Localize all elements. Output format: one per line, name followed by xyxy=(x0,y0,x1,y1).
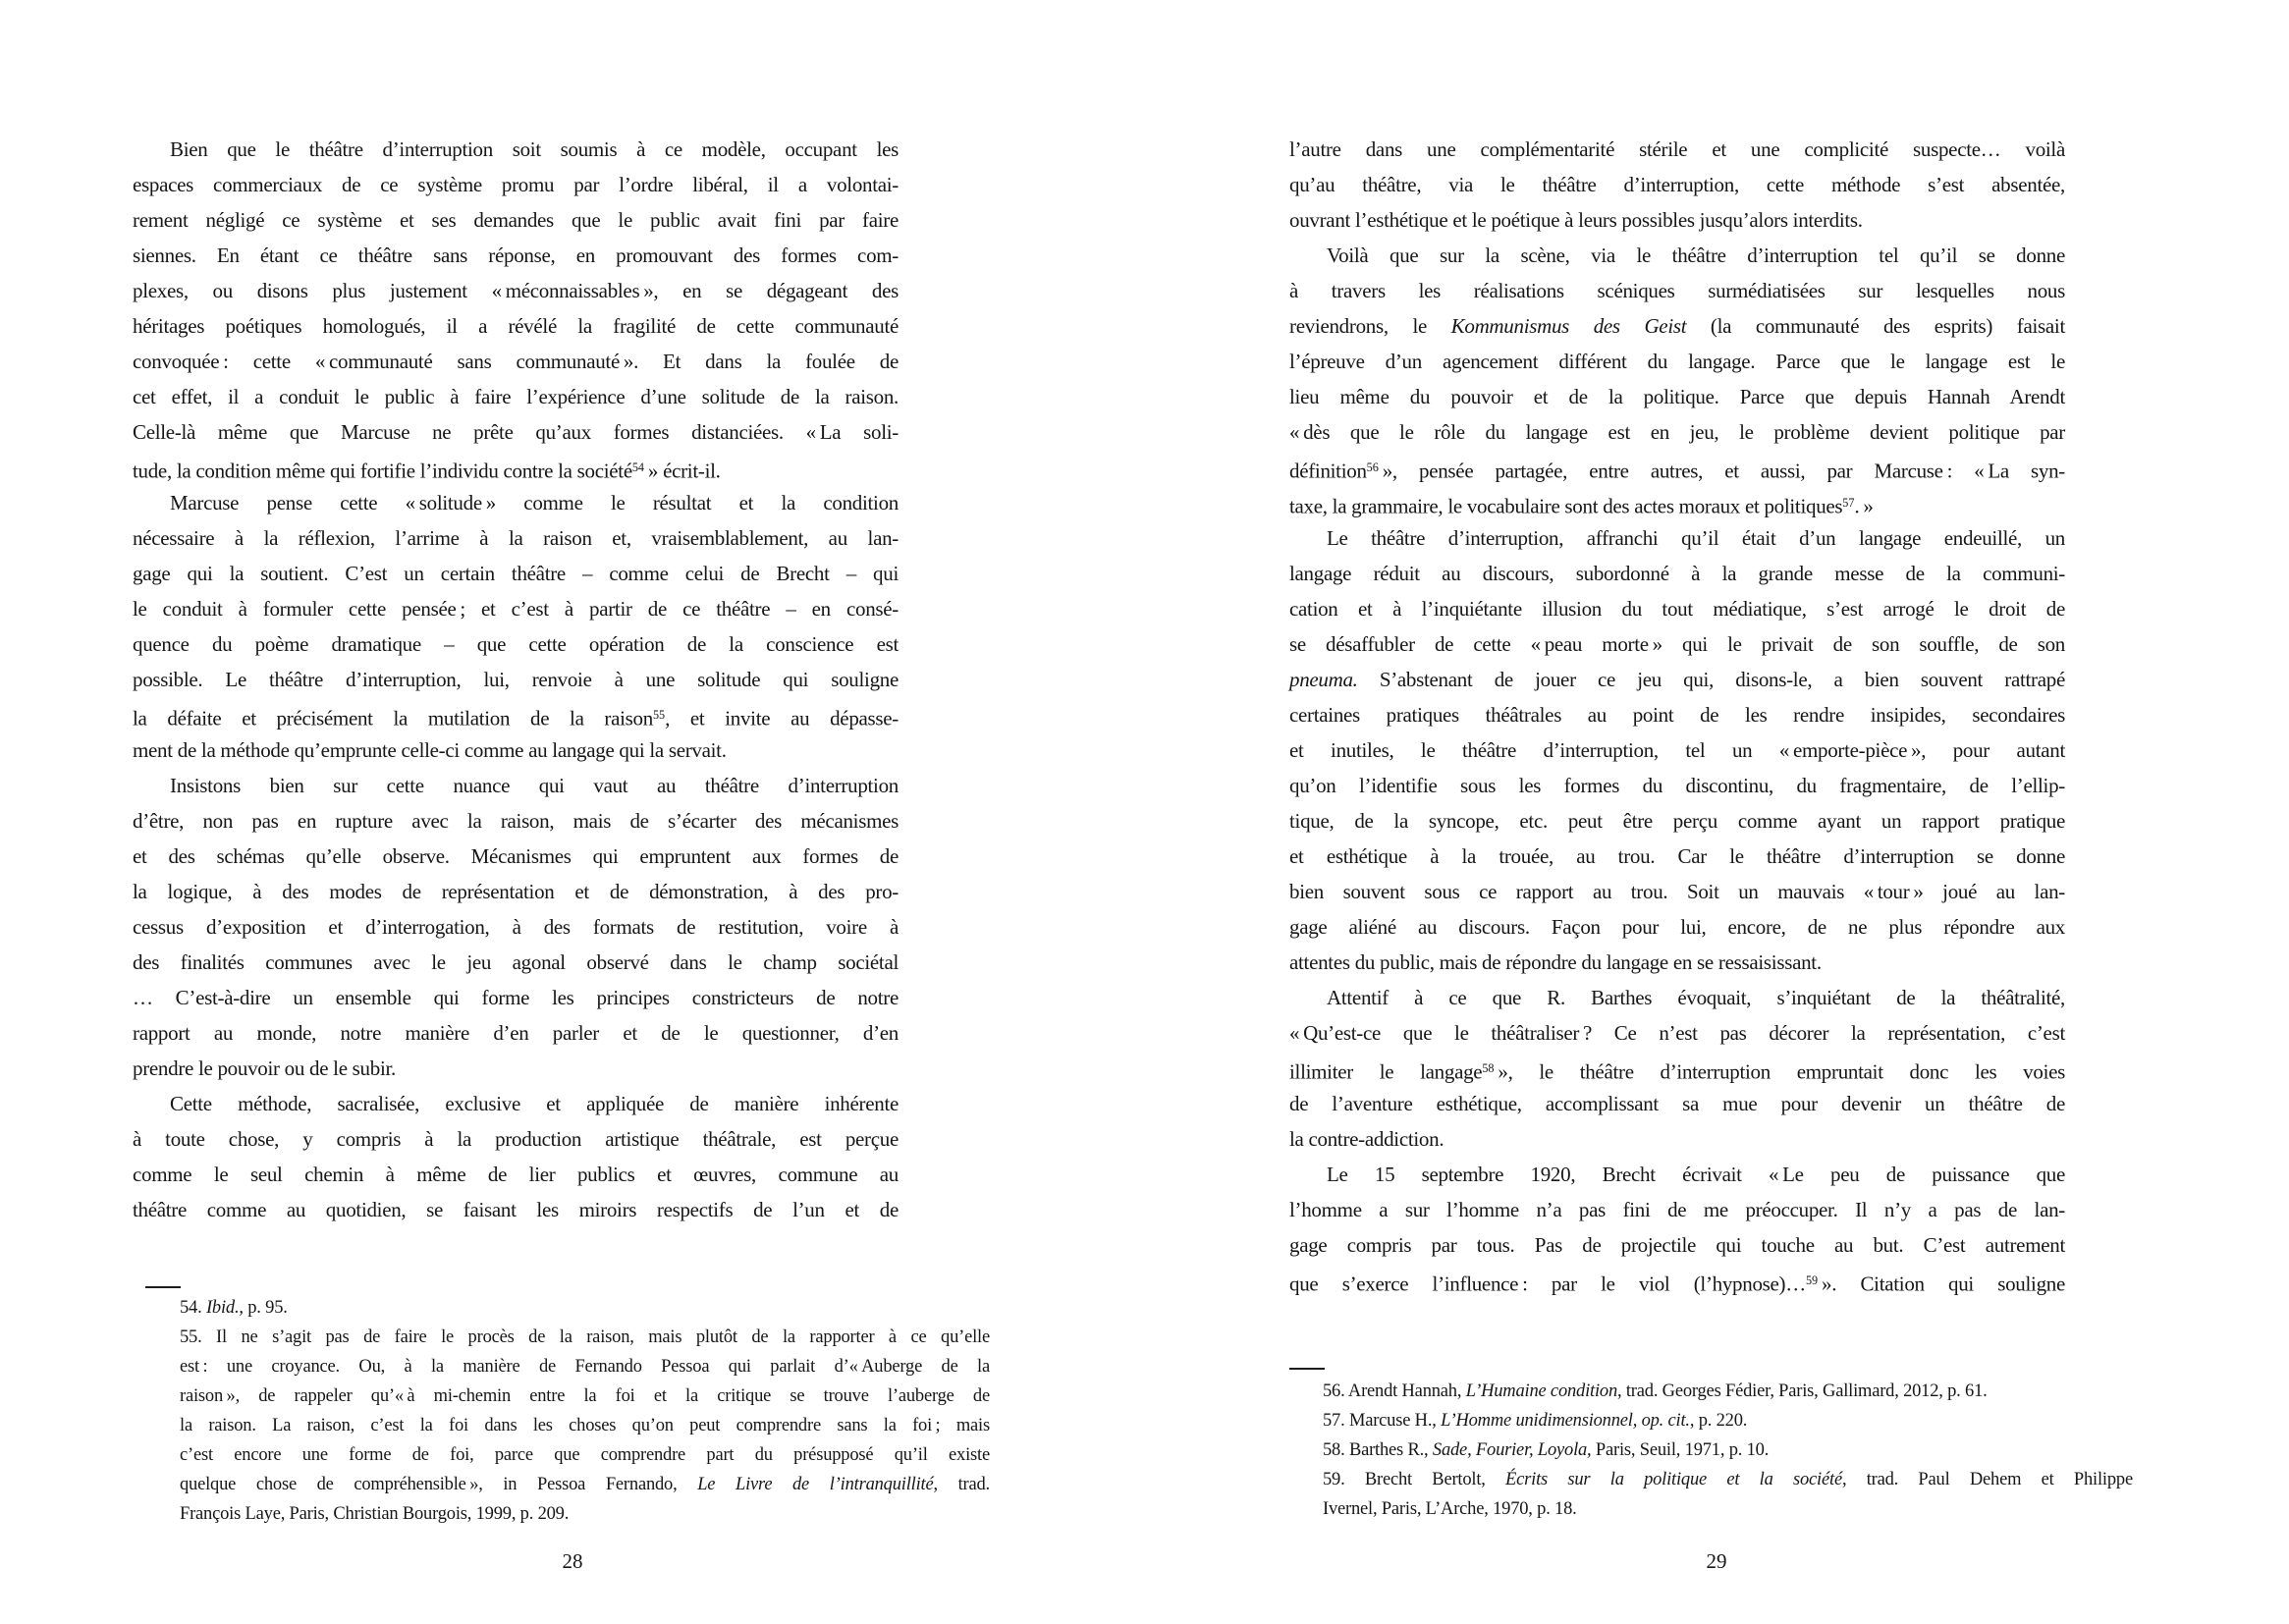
text-run: Marcuse pense cette « solitude » comme le résultat et la condition xyxy=(170,491,899,514)
text-run: de l’aventure esthétique, accomplissant sa mue pour devenir un théâtre de xyxy=(1289,1092,2065,1115)
text-run: bien souvent sous ce rapport au trou. Soit un mauvais « tour » joué au lan- xyxy=(1289,880,2065,903)
text-run: quence du poème dramatique – que cette opération de la conscience est xyxy=(133,632,899,656)
text-line xyxy=(1289,909,2065,945)
text-line xyxy=(133,1157,899,1192)
text-run: Kommunismus des Geist xyxy=(1450,314,1687,338)
text-run: Sade, Fourier, Loyola, xyxy=(1432,1440,1592,1460)
text-run: héritages poétiques homologués, il a révélé la fragilité de cette communauté xyxy=(133,314,899,338)
text-line xyxy=(133,167,899,202)
text-line xyxy=(133,273,899,308)
text-line xyxy=(1289,1121,2065,1157)
text-run: rapport au monde, notre manière d’en parler et de le questionner, d’en xyxy=(133,1021,899,1045)
text-line xyxy=(1289,945,2065,980)
text-run: l’autre dans une complémentarité stérile et une complicité suspecte… voilà xyxy=(1289,137,2065,161)
text-run: pneuma. xyxy=(1289,668,1358,691)
text-run: la défaite et précisément la mutilation de la raison xyxy=(133,706,653,731)
text-run: tique, de la syncope, etc. peut être perçu comme ayant un rapport pratique xyxy=(1289,809,2065,833)
text-run: , p. 220. xyxy=(1689,1411,1748,1431)
text-line xyxy=(1289,485,2065,520)
text-run: théâtre comme au quotidien, se faisant les miroirs respectifs de l’un et de xyxy=(133,1198,899,1221)
text-line xyxy=(1289,379,2065,414)
text-run: cation et à l’inquiétante illusion du tout médiatique, s’est arrogé le droit de xyxy=(1289,597,2065,621)
footnote-line xyxy=(180,1470,990,1499)
text-run: l’épreuve d’un agencement différent du langage. Parce que le langage est le xyxy=(1289,350,2065,373)
text-run: se désaffubler de cette « peau morte » qui le privait de son souffle, de son xyxy=(1289,632,2065,656)
text-run: gage compris par tous. Pas de projectile qui touche au but. C’est autrement xyxy=(1289,1233,2065,1257)
text-line xyxy=(133,662,899,697)
page-body xyxy=(1289,132,2065,1298)
text-line xyxy=(133,980,899,1015)
text-line xyxy=(133,450,899,485)
text-run: espaces commerciaux de ce système promu par l’ordre libéral, il a volontai- xyxy=(133,173,899,196)
text-line xyxy=(1289,1263,2065,1298)
text-run: 55. Il ne s’agit pas de faire le procès de la raison, mais plutôt de la rapporter à ce qu’elle xyxy=(180,1327,990,1347)
page-number: 28 xyxy=(562,1549,583,1573)
text-run: et des schémas qu’elle observe. Mécanismes qui empruntent aux formes de xyxy=(133,844,899,868)
text-line xyxy=(1289,520,2065,556)
text-run: à toute chose, y compris à la production artistique théâtrale, est perçue xyxy=(133,1127,899,1151)
text-run: la raison. La raison, c’est la foi dans les choses qu’on peut comprendre sans la foi ; mais xyxy=(180,1416,990,1435)
footnote-line xyxy=(180,1499,990,1529)
text-run: S’abstenant de jouer ce jeu qui, disons-le, a bien souvent rattrapé xyxy=(1357,668,2065,691)
text-run: comme le seul chemin à même de lier publics et œuvres, commune au xyxy=(133,1163,899,1186)
text-run: que s’exerce l’influence : par le viol (l’hypnose)… xyxy=(1289,1272,1806,1296)
text-line xyxy=(133,626,899,662)
footnote-line xyxy=(180,1411,990,1440)
footnote-line xyxy=(1323,1465,2133,1494)
text-run: l’homme a sur l’homme n’a pas fini de me préoccuper. Il n’y a pas de lan- xyxy=(1289,1198,2065,1221)
text-line xyxy=(1289,167,2065,202)
text-line xyxy=(1289,697,2065,732)
page-right xyxy=(1144,0,2289,1624)
text-run: possible. Le théâtre d’interruption, lui, renvoie à une solitude qui souligne xyxy=(133,668,899,691)
text-line xyxy=(133,591,899,626)
text-line xyxy=(133,202,899,238)
footnote-line xyxy=(1323,1435,2133,1465)
text-line xyxy=(1289,1227,2065,1263)
text-line xyxy=(1289,1192,2065,1227)
text-run: , p. 95. xyxy=(239,1298,288,1318)
text-run: Ibid. xyxy=(205,1298,240,1318)
text-run: lieu même du pouvoir et de la politique. Parce que depuis Hannah Arendt xyxy=(1289,385,2065,408)
text-run: la logique, à des modes de représentation et de démonstration, à des pro- xyxy=(133,880,899,903)
footnote-separator-rule xyxy=(145,1286,181,1288)
text-line xyxy=(1289,874,2065,909)
text-line xyxy=(1289,273,2065,308)
text-run: c’est encore une forme de foi, parce que comprendre part du présupposé qu’il existe xyxy=(180,1445,990,1465)
text-run: 58. Barthes R., xyxy=(1323,1440,1433,1460)
text-line xyxy=(1289,132,2065,167)
text-line xyxy=(133,1192,899,1227)
text-run: Ivernel, Paris, L’Arche, 1970, p. 18. xyxy=(1323,1499,1577,1519)
footnotes xyxy=(1323,1377,2133,1524)
footnote-line xyxy=(180,1323,990,1352)
text-line xyxy=(1289,980,2065,1015)
text-line xyxy=(133,308,899,344)
text-run: nécessaire à la réflexion, l’arrime à la raison et, vraisemblablement, au lan- xyxy=(133,526,899,550)
text-run: le conduit à formuler cette pensée ; et c’est à partir de ce théâtre – en consé- xyxy=(133,597,899,621)
text-run: L’Homme unidimensionnel, op. cit. xyxy=(1441,1411,1690,1431)
text-run: Écrits sur la politique et la société xyxy=(1505,1470,1842,1489)
text-run: langage réduit au discours, subordonné à la grande messe de la communi- xyxy=(1289,562,2065,585)
text-run: qu’au théâtre, via le théâtre d’interruption, cette méthode s’est absentée, xyxy=(1289,173,2065,196)
text-run: , trad. xyxy=(933,1475,990,1494)
text-line xyxy=(1289,1051,2065,1086)
text-run: , trad. Paul Dehem et Philippe xyxy=(1841,1470,2133,1489)
text-run: à travers les réalisations scéniques surmédiatisées sur lesquelles nous xyxy=(1289,279,2065,302)
text-run: Celle-là même que Marcuse ne prête qu’aux formes distanciées. « La soli- xyxy=(133,420,899,444)
text-run: rement négligé ce système et ses demandes que le public avait fini par faire xyxy=(133,208,899,232)
footnote-line xyxy=(180,1440,990,1470)
text-run: des finalités communes avec le jeu agonal observé dans le champ sociétal xyxy=(133,950,899,974)
text-run: Attentif à ce que R. Barthes évoquait, s’inquiétant de la théâtralité, xyxy=(1327,986,2065,1009)
text-run: ment de la méthode qu’emprunte celle-ci comme au langage qui la servait. xyxy=(133,738,727,762)
text-line xyxy=(133,1015,899,1051)
footnote-reference: 59 xyxy=(1805,1273,1819,1287)
text-line xyxy=(133,1086,899,1121)
text-line xyxy=(1289,662,2065,697)
page-body xyxy=(133,132,899,1227)
text-run: plexes, ou disons plus justement « méconnaissables », en se dégageant des xyxy=(133,279,899,302)
text-run: Paris, Seuil, 1971, p. 10. xyxy=(1591,1440,1770,1460)
text-line xyxy=(1289,202,2065,238)
text-line xyxy=(133,839,899,874)
text-line xyxy=(133,238,899,273)
text-run: et esthétique à la trouée, au trou. Car le théâtre d’interruption se donne xyxy=(1289,844,2065,868)
text-line xyxy=(133,803,899,839)
text-line xyxy=(1289,1015,2065,1051)
text-run: attentes du public, mais de répondre du langage en se ressaisissant. xyxy=(1289,950,1822,974)
footnote-reference: 56 xyxy=(1366,460,1379,474)
page-number: 29 xyxy=(1706,1549,1727,1573)
text-run: Le Livre de l’intranquillité xyxy=(697,1475,934,1494)
text-line xyxy=(1289,450,2065,485)
text-line xyxy=(1289,732,2065,768)
text-run: illimiter le langage xyxy=(1289,1059,1483,1084)
text-run: tude, la condition même qui fortifie l’individu contre la société xyxy=(133,459,632,483)
text-line xyxy=(133,1051,899,1086)
text-line xyxy=(1289,238,2065,273)
footnote-reference: 58 xyxy=(1482,1061,1495,1075)
text-run: « dès que le rôle du langage est en jeu, le problème devient politique par xyxy=(1289,420,2065,444)
text-line xyxy=(133,697,899,732)
text-run: », pensée partagée, entre autres, et aussi, par Marcuse : « La syn- xyxy=(1378,459,2065,483)
text-run: . » xyxy=(1854,494,1874,518)
text-run: L’Humaine condition xyxy=(1465,1381,1618,1401)
footnote-reference: 57 xyxy=(1842,496,1855,510)
text-line xyxy=(1289,414,2065,450)
text-run: gage aliéné au discours. Façon pour lui, encore, de ne plus répondre aux xyxy=(1289,915,2065,939)
text-line xyxy=(1289,839,2065,874)
text-run: quelque chose de compréhensible », in Pessoa Fernando, xyxy=(180,1475,698,1494)
text-run: gage qui la soutient. C’est un certain théâtre – comme celui de Brecht – qui xyxy=(133,562,899,585)
text-run: siennes. En étant ce théâtre sans réponse, en promouvant des formes com- xyxy=(133,244,899,267)
text-run: 56. Arendt Hannah, xyxy=(1323,1381,1466,1401)
text-run: (la communauté des esprits) faisait xyxy=(1686,314,2065,338)
footnote-separator-rule xyxy=(1289,1368,1325,1370)
text-run: reviendrons, le xyxy=(1289,314,1451,338)
text-run: », le théâtre d’interruption empruntait donc les voies xyxy=(1494,1059,2065,1084)
text-line xyxy=(133,414,899,450)
text-run: Cette méthode, sacralisée, exclusive et appliquée de manière inhérente xyxy=(170,1092,899,1115)
text-run: Bien que le théâtre d’interruption soit soumis à ce modèle, occupant les xyxy=(170,137,899,161)
text-line xyxy=(133,556,899,591)
text-line xyxy=(1289,308,2065,344)
footnotes xyxy=(180,1293,990,1529)
text-run: est : une croyance. Ou, à la manière de Fernando Pessoa qui parlait d’« Auberge de la xyxy=(180,1357,990,1377)
text-run: convoquée : cette « communauté sans communauté ». Et dans la foulée de xyxy=(133,350,899,373)
footnote-line xyxy=(180,1381,990,1411)
text-run: « Qu’est-ce que le théâtraliser ? Ce n’est pas décorer la représentation, c’est xyxy=(1289,1021,2065,1045)
text-line xyxy=(133,344,899,379)
text-line xyxy=(1289,626,2065,662)
text-run: … C’est-à-dire un ensemble qui forme les principes constricteurs de notre xyxy=(133,986,899,1009)
text-run: Insistons bien sur cette nuance qui vaut au théâtre d’interruption xyxy=(170,774,899,797)
text-line xyxy=(1289,344,2065,379)
text-run: Le théâtre d’interruption, affranchi qu’il était d’un langage endeuillé, un xyxy=(1327,526,2065,550)
text-run: certaines pratiques théâtrales au point de les rendre insipides, secondaires xyxy=(1289,703,2065,727)
text-run: , et invite au dépasse- xyxy=(665,706,899,731)
text-run: 57. Marcuse H., xyxy=(1323,1411,1442,1431)
text-line xyxy=(1289,803,2065,839)
text-run: qu’on l’identifie sous les formes du discontinu, du fragmentaire, de l’ellip- xyxy=(1289,774,2065,797)
text-run: 59. Brecht Bertolt, xyxy=(1323,1470,1506,1489)
text-line xyxy=(1289,556,2065,591)
text-run: d’être, non pas en rupture avec la raison, mais de s’écarter des mécanismes xyxy=(133,809,899,833)
text-run: ». Citation qui souligne xyxy=(1818,1272,2065,1296)
footnote-line xyxy=(1323,1377,2133,1406)
text-line xyxy=(1289,1086,2065,1121)
text-run: cet effet, il a conduit le public à faire l’expérience d’une solitude de la raison. xyxy=(133,385,899,408)
text-line xyxy=(133,945,899,980)
text-line xyxy=(1289,768,2065,803)
text-run: ouvrant l’esthétique et le poétique à leurs possibles jusqu’alors interdits. xyxy=(1289,208,1863,232)
text-run: cessus d’exposition et d’interrogation, à des formats de restitution, voire à xyxy=(133,915,899,939)
text-run: Voilà que sur la scène, via le théâtre d’interruption tel qu’il se donne xyxy=(1327,244,2065,267)
text-run: la contre-addiction. xyxy=(1289,1127,1444,1151)
text-line xyxy=(133,1121,899,1157)
footnote-line xyxy=(180,1352,990,1381)
text-line xyxy=(133,520,899,556)
text-run: 54. xyxy=(180,1298,206,1318)
text-line xyxy=(133,874,899,909)
text-line xyxy=(133,132,899,167)
text-line xyxy=(133,485,899,520)
text-run: François Laye, Paris, Christian Bourgois, 1999, p. 209. xyxy=(180,1504,570,1524)
footnote-line xyxy=(180,1293,990,1323)
text-line xyxy=(1289,1157,2065,1192)
footnote-reference: 54 xyxy=(631,460,645,474)
text-line xyxy=(133,909,899,945)
footnote-line xyxy=(1323,1406,2133,1435)
text-run: taxe, la grammaire, le vocabulaire sont des actes moraux et politiques xyxy=(1289,494,1843,518)
text-run: » écrit-il. xyxy=(644,459,721,483)
footnote-reference: 55 xyxy=(652,708,666,722)
text-line xyxy=(1289,591,2065,626)
text-run: et inutiles, le théâtre d’interruption, tel un « emporte-pièce », pour autant xyxy=(1289,738,2065,762)
text-run: prendre le pouvoir ou de le subir. xyxy=(133,1056,396,1080)
text-line xyxy=(133,732,899,768)
footnote-line xyxy=(1323,1494,2133,1524)
text-run: définition xyxy=(1289,459,1367,483)
text-run: Le 15 septembre 1920, Brecht écrivait « Le peu de puissance que xyxy=(1327,1163,2065,1186)
text-line xyxy=(133,379,899,414)
text-line xyxy=(133,768,899,803)
text-run: raison », de rappeler qu’« à mi-chemin entre la foi et la critique se trouve l’auberge de xyxy=(180,1386,990,1406)
text-run: , trad. Georges Fédier, Paris, Gallimard, 2012, p. 61. xyxy=(1617,1381,1988,1401)
